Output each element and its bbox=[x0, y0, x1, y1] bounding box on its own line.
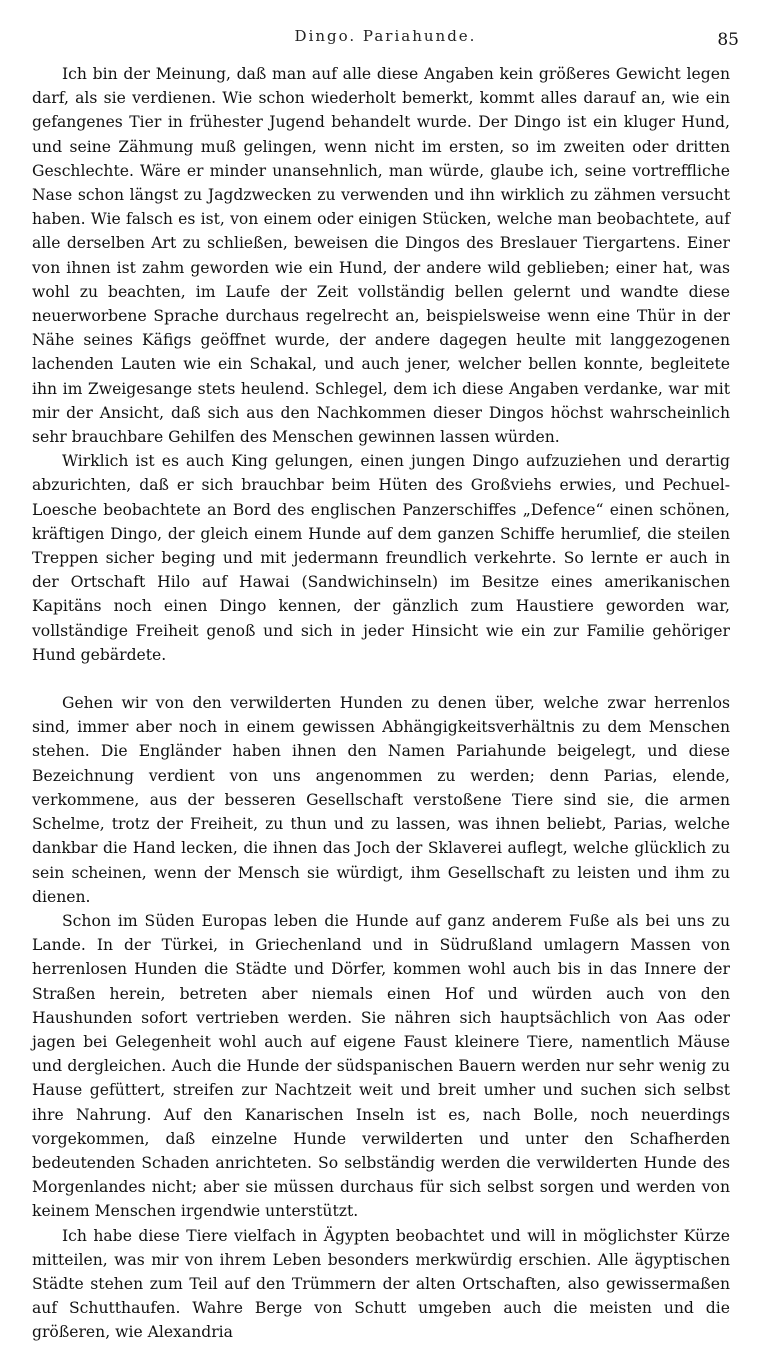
page-number: 85 bbox=[717, 30, 739, 50]
body-text bbox=[32, 62, 730, 1345]
paragraph-dingo-taming: Ich bin der Meinung, daß man auf alle diese Angaben kein größeres Gewicht legen darf, als sie verdienen. Wie schon wiederholt bemerkt, kommt alles darauf an, wie ein gefangenes Tier in frühester Jugend behandelt wurde. Der Dingo ist ein kluger Hund, und seine Zähmung muß gelingen, wenn nicht im ersten, so im zweiten oder dritten Geschlechte. Wäre er minder unansehnlich, man würde, glaube ich, seine vortreffliche Nase schon längst zu Jagdzwecken zu verwenden und ihn wirklich zu zähmen versucht haben. Wie falsch es ist, von einem oder einigen Stücken, welche man beobachtete, auf alle derselben Art zu schließen, beweisen die Dingos des Breslauer Tiergartens. Einer von ihnen ist zahm geworden wie ein Hund, der andere wild geblieben; einer hat, was wohl zu beachten, im Laufe der Zeit vollständig bellen gelernt und wandte diese neuerworbene Sprache durchaus regelrecht an, beispielsweise wenn eine Thür in der Nähe seines Käfigs geöffnet wurde, der andere dagegen heulte mit langgezogenen lachenden Lauten wie ein Schakal, und auch jener, welcher bellen konnte, begleitete ihn im Zweigesange stets heulend. Schlegel, dem ich diese Angaben verdanke, war mit mir der Ansicht, daß sich aus den Nachkommen dieser Dingos höchst wahrscheinlich sehr brauchbare Gehilfen des Menschen gewinnen lassen würden. bbox=[32, 65, 730, 447]
paragraph-dingo-king: Wirklich ist es auch King gelungen, einen jungen Dingo aufzuziehen und derartig abzurichten, daß er sich brauchbar beim Hüten des Großviehs erwies, und Pechuel-Loesche beobachtete an Bord des englischen Panzerschiffes „Defence“ einen schönen, kräftigen Dingo, der gleich einem Hunde auf dem ganzen Schiffe herumlief, die steilen Treppen sicher beging und mit jedermann freundlich verkehrte. So lernte er auch in der Ortschaft Hilo auf Hawai (Sandwichinseln) im Besitze eines amerikanischen Kapitäns noch einen Dingo kennen, der gänzlich zum Haustiere geworden war, vollständige Freiheit genoß und sich in jeder Hinsicht wie ein zur Familie gehöriger Hund gebärdete. bbox=[32, 452, 730, 664]
running-head: Dingo. Pariahunde. bbox=[294, 27, 477, 45]
page-header bbox=[32, 27, 739, 51]
paragraph-egypt: Ich habe diese Tiere vielfach in Ägypten beobachtet und will in möglichster Kürze mitteilen, was mir von ihrem Leben besonders merkwürdig erschien. Alle ägyptischen Städte stehen zum Teil auf den Trümmern der alten Ortschaften, also gewissermaßen auf Schutthaufen. Wahre Berge von Schutt umgeben auch die meisten und die größeren, wie Alexandria bbox=[32, 1226, 730, 1342]
paragraph-southern-europe: Schon im Süden Europas leben die Hunde auf ganz anderem Fuße als bei uns zu Lande. In der Türkei, in Griechenland und in Südrußland umlagern Massen von herrenlosen Hunden die Städte und Dörfer, kommen wohl auch bis in das Innere der Straßen herein, betreten aber niemals einen Hof und würden auch von den Haushunden sofort vertrieben werden. Sie nähren sich hauptsächlich von Aas oder jagen bei Gelegenheit wohl auch auf eigene Faust kleinere Tiere, namentlich Mäuse und dergleichen. Auch die Hunde der südspanischen Bauern werden nur sehr wenig zu Hause gefüttert, streifen zur Nachtzeit weit und breit umher und suchen sich selbst ihre Nahrung. Auf den Kanarischen Inseln ist es, nach Bolle, noch neuerdings vorgekommen, daß einzelne Hunde verwilderten und unter den Schafherden bedeutenden Schaden anrichteten. So selbständig werden die verwilderten Hunde des Morgenlandes nicht; aber sie müssen durchaus für sich selbst sorgen und werden von keinem Menschen irgendwie unterstützt. bbox=[32, 911, 730, 1221]
paragraph-pariahunde-intro: Gehen wir von den verwilderten Hunden zu denen über, welche zwar herrenlos sind, immer aber noch in einem gewissen Abhängigkeitsverhältnis zu dem Menschen stehen. Die Engländer haben ihnen den Namen Pariahunde beigelegt, und diese Bezeichnung verdient von uns angenommen zu werden; denn Parias, elende, verkommene, aus der besseren Gesellschaft verstoßene Tiere sind sie, die armen Schelme, trotz der Freiheit, zu thun und zu lassen, was ihnen beliebt, Parias, welche dankbar die Hand lecken, die ihnen das Joch der Sklaverei auflegt, welche glücklich zu sein scheinen, wenn der Mensch sie würdigt, ihm Gesellschaft zu leisten und ihm zu dienen. bbox=[32, 694, 730, 906]
